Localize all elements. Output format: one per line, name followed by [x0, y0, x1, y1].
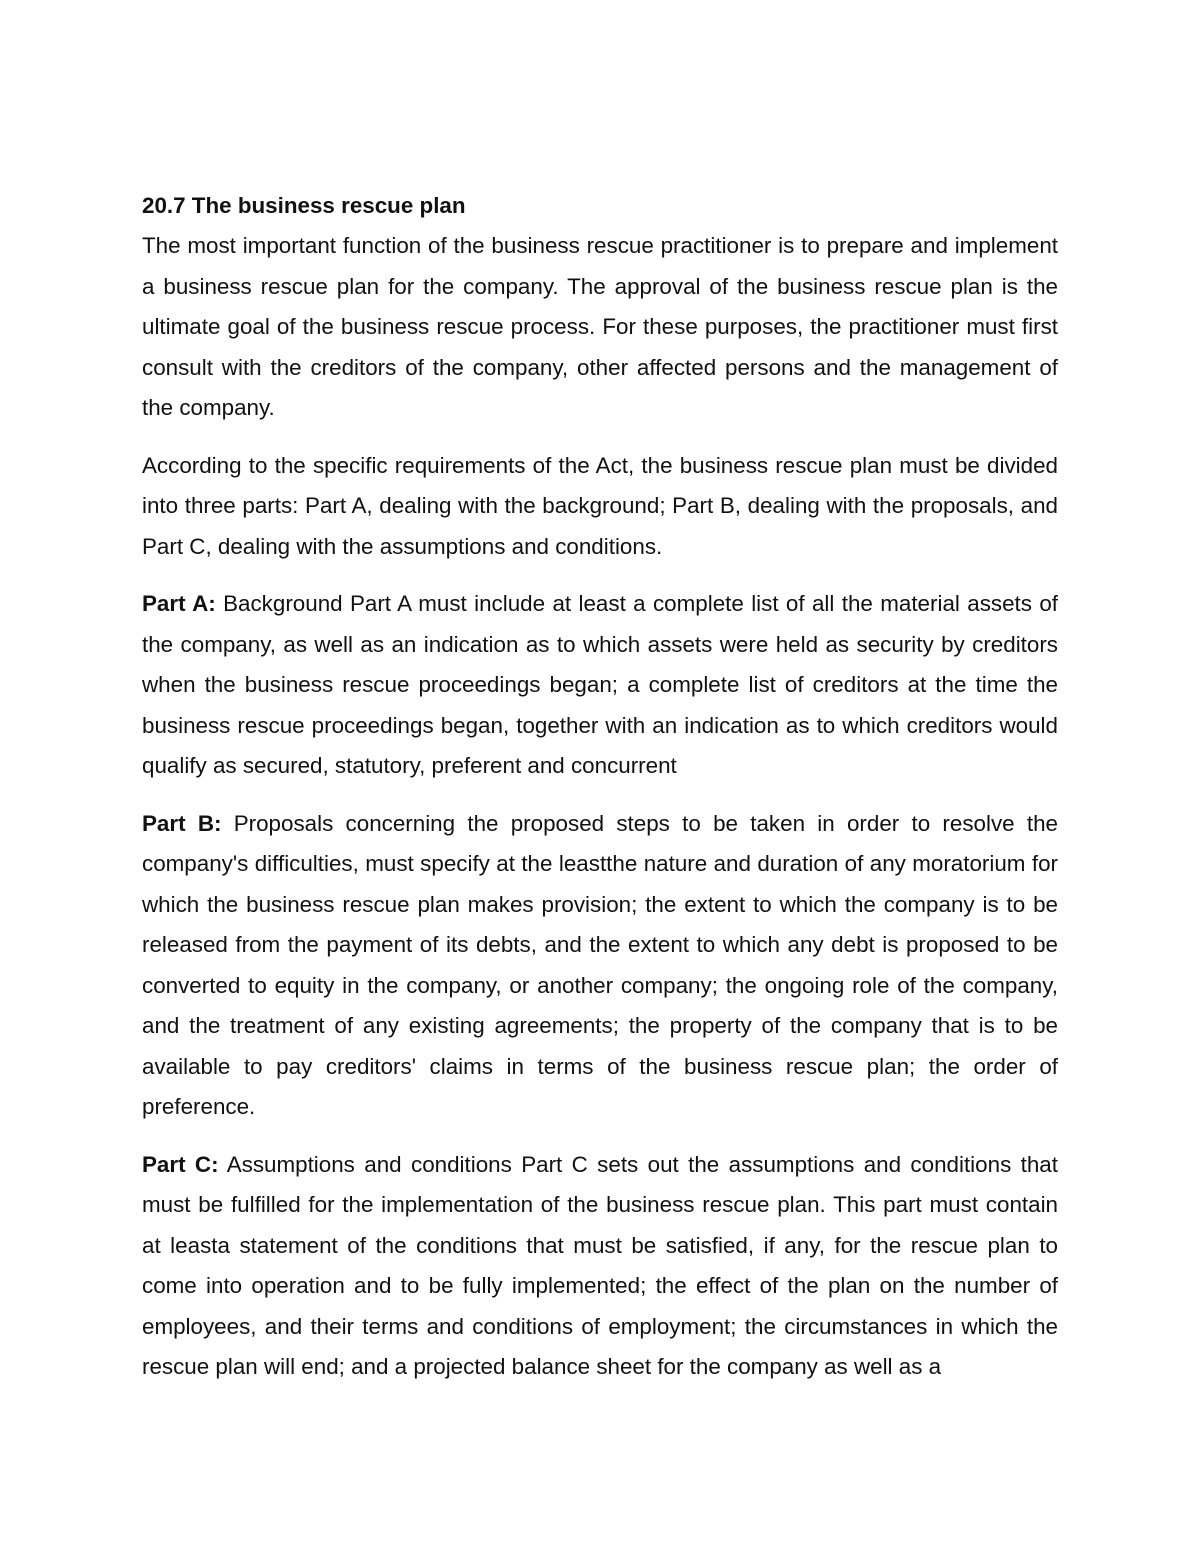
- paragraph-parts-overview: According to the specific requirements of the Act, the business rescue plan must be divided into three parts: Part A, dealing with the background; Part B, dealing with the proposals, and Part C, dealing with the assumptions and conditions.: [142, 452, 1058, 559]
- part-a-label: Part A:: [142, 591, 216, 616]
- part-c-label: Part C:: [142, 1151, 219, 1177]
- part-b-text: Proposals concerning the proposed steps to be taken in order to resolve the company's difficulties, must specify at the leastthe nature and duration of any moratorium for which the business rescue plan makes provision; the extent to which the company is to be released from the payment of its debts, and the extent to which any debt is proposed to be converted to equity in the company, or another company; the ongoing role of the company, and the treatment of any existing agreements; the property of the company that is to be available to pay creditors' claims in terms of the business rescue plan; the order of preference.: [142, 810, 1059, 1119]
- part-b-label: Part B:: [142, 810, 222, 836]
- part-a-text: Background Part A must include at least a complete list of all the material assets of the company, as well as an indication as to which assets were held as security by creditors when the business rescue proceedings began; a complete list of creditors at the time the business rescue proceedings began, together with an indication as to which creditors would qualify as secured, statutory, preferent and concurrent: [142, 591, 1058, 778]
- document-page: [142, 186, 1058, 1388]
- section-heading: 20.7 The business rescue plan: [142, 193, 466, 218]
- paragraph-intro: The most important function of the business rescue practitioner is to prepare and implement a business rescue plan for the company. The approval of the business rescue plan is the ultimate goal of the business rescue process. For these purposes, the practitioner must first consult with the creditors of the company, other affected persons and the management of the company.: [142, 233, 1058, 420]
- paragraph-part-b: [142, 804, 1058, 1128]
- part-c-text: Assumptions and conditions Part C sets out the assumptions and conditions that must be fulfilled for the implementation of the business rescue plan. This part must contain at leasta statement of the conditions that must be satisfied, if any, for the rescue plan to come into operation and to be fully implemented; the effect of the plan on the number of employees, and their terms and conditions of employment; the circumstances in which the rescue plan will end; and a projected balance sheet for the company as well as a: [142, 1151, 1058, 1379]
- paragraph-part-c: [142, 1145, 1058, 1388]
- paragraph-part-a: [142, 584, 1058, 787]
